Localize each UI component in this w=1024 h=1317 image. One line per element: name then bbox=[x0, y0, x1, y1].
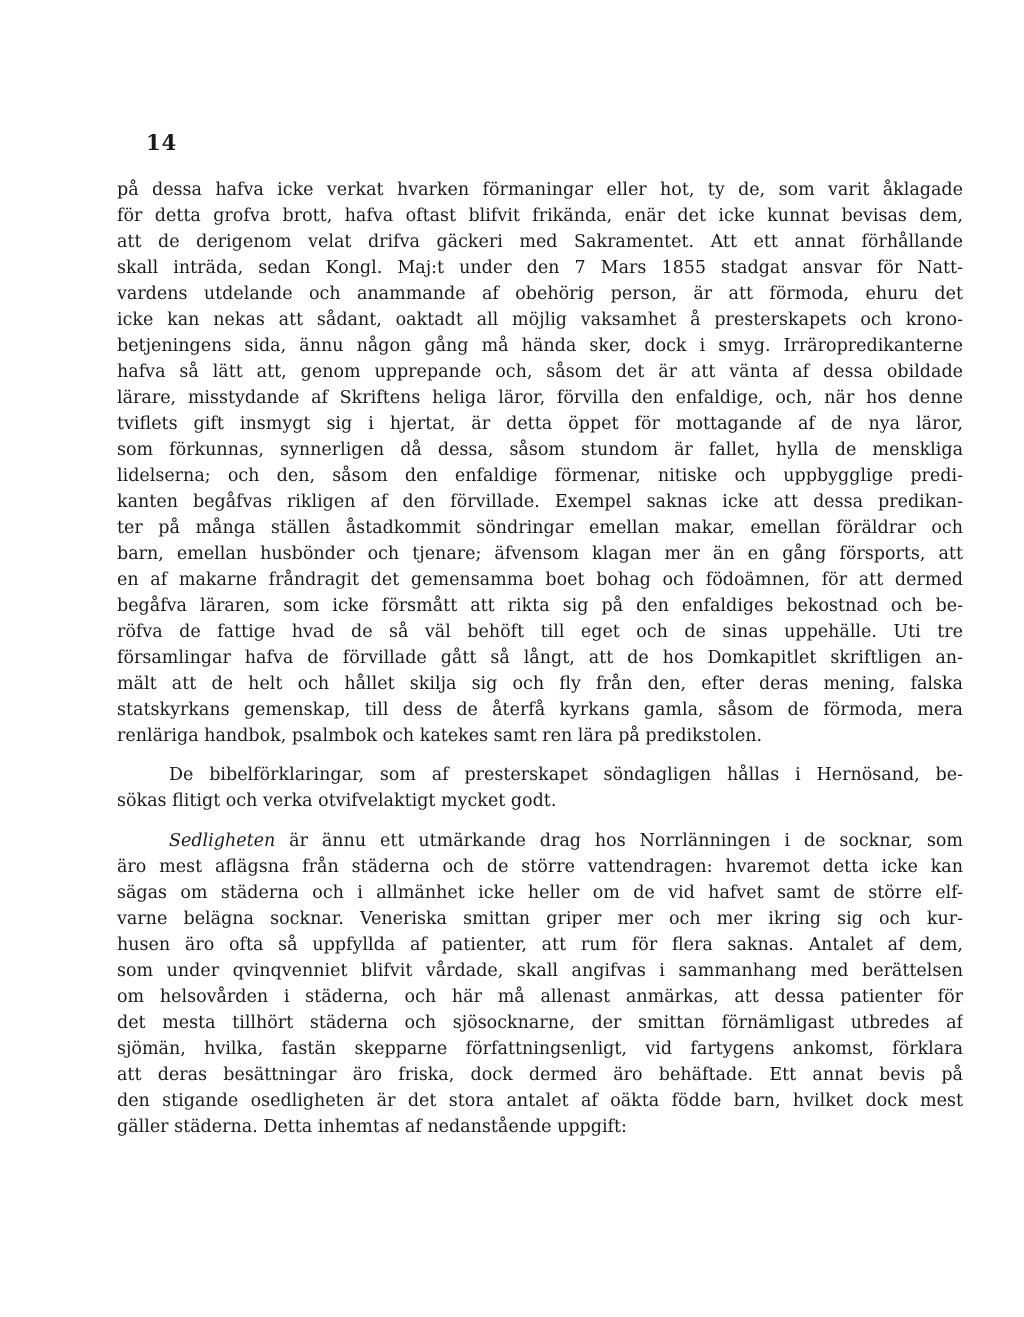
text-line: ter på många ställen åstadkommit söndringar emellan makar, emellan föräldrar och bbox=[117, 518, 963, 538]
text-line: kanten begåfvas rikligen af den förvillade. Exempel saknas icke att dessa predikan- bbox=[117, 492, 963, 512]
text-line: skall inträda, sedan Kongl. Maj:t under den 7 Mars 1855 stadgat ansvar för Natt- bbox=[117, 258, 963, 278]
text-line: barn, emellan husbönder och tjenare; äfvensom klagan mer än en gång försports, att bbox=[117, 544, 963, 564]
paragraph-2 bbox=[117, 762, 963, 814]
text-line: en af makarne fråndragit det gemensamma boet bohag och födoämnen, för att dermed bbox=[117, 570, 963, 590]
text-line: att deras besättningar äro friska, dock dermed äro behäftade. Ett annat bevis på bbox=[117, 1065, 963, 1085]
text-line: lärare, misstydande af Skriftens heliga läror, förvilla den enfaldige, och, när hos denne bbox=[117, 388, 963, 408]
italic-lead: Sedligheten bbox=[169, 831, 276, 851]
text-line: icke kan nekas att sådant, oaktadt all möjlig vaksamhet å presterskapets och krono- bbox=[117, 310, 963, 330]
text-line: på dessa hafva icke verkat hvarken förmaningar eller hot, ty de, som varit åklagade bbox=[117, 180, 963, 200]
text-line: gäller städerna. Detta inhemtas af nedanstående uppgift: bbox=[117, 1117, 627, 1137]
text-line: röfva de fattige hvad de så väl behöft till eget och de sinas uppehälle. Uti tre bbox=[117, 622, 963, 642]
text-line: renläriga handbok, psalmbok och katekes samt ren lära på predikstolen. bbox=[117, 726, 763, 746]
text-line: husen äro ofta så uppfyllda af patienter, att rum för flera saknas. Antalet af dem, bbox=[117, 935, 963, 955]
text-line: sökas flitigt och verka otvifvelaktigt mycket godt. bbox=[117, 791, 557, 811]
text-line: tviflets gift insmygt sig i hjertat, är detta öppet för mottagande af de nya läror, bbox=[117, 414, 963, 434]
text-line: för detta grofva brott, hafva oftast blifvit frikända, enär det icke kunnat bevisas dem, bbox=[117, 206, 963, 226]
paragraph-3 bbox=[117, 828, 963, 1140]
text-line: som förkunnas, synnerligen då dessa, såsom stundom är fallet, hylla de menskliga bbox=[117, 440, 963, 460]
page-number: 14 bbox=[146, 130, 178, 155]
text-line: sjömän, hvilka, fastän skepparne författningsenligt, vid fartygens ankomst, förklara bbox=[117, 1039, 963, 1059]
text-line: sägas om städerna och i allmänhet icke heller om de vid hafvet samt de större elf- bbox=[117, 883, 963, 903]
text-line: om helsovården i städerna, och här må allenast anmärkas, att dessa patienter för bbox=[117, 987, 963, 1007]
text-line: att de derigenom velat drifva gäckeri med Sakramentet. Att ett annat förhållande bbox=[117, 232, 963, 252]
text-line: det mesta tillhört städerna och sjösocknarne, der smittan förnämligast utbredes af bbox=[117, 1013, 963, 1033]
text-line: hafva så lätt att, genom upprepande och, såsom det är att vänta af dessa obildade bbox=[117, 362, 963, 382]
text-line: varne belägna socknar. Veneriska smittan griper mer och mer ikring sig och kur- bbox=[117, 909, 963, 929]
text-line: De bibelförklaringar, som af presterskapet söndagligen hållas i Hernösand, be- bbox=[169, 765, 963, 785]
text-line bbox=[117, 828, 963, 854]
text-line: lidelserna; och den, såsom den enfaldige förmenar, nitiske och uppbygglige predi- bbox=[117, 466, 963, 486]
text-line: äro mest aflägsna från städerna och de större vattendragen: hvaremot detta icke kan bbox=[117, 857, 963, 877]
text-line: som under qvinqvenniet blifvit vårdade, skall angifvas i sammanhang med berättelsen bbox=[117, 961, 963, 981]
text-line: mält att de helt och hållet skilja sig och fly från den, efter deras mening, falska bbox=[117, 674, 963, 694]
text-line: begåfva läraren, som icke försmått att rikta sig på den enfaldiges bekostnad och be- bbox=[117, 596, 963, 616]
text-line: den stigande osedligheten är det stora antalet af oäkta födde barn, hvilket dock mest bbox=[117, 1091, 963, 1111]
text-line: betjeningens sida, ännu någon gång må hända sker, dock i smyg. Irräropredikanterne bbox=[117, 336, 963, 356]
text-line: församlingar hafva de förvillade gått så långt, att de hos Domkapitlet skriftligen an- bbox=[117, 648, 963, 668]
paragraph-1 bbox=[117, 177, 963, 749]
text-line: vardens utdelande och anammande af obehörig person, är att förmoda, ehuru det bbox=[117, 284, 963, 304]
text-line-rest: är ännu ett utmärkande drag hos Norrlänningen i de socknar, som bbox=[275, 831, 963, 851]
text-line: statskyrkans gemenskap, till dess de återfå kyrkans gamla, såsom de förmoda, mera bbox=[117, 700, 963, 720]
